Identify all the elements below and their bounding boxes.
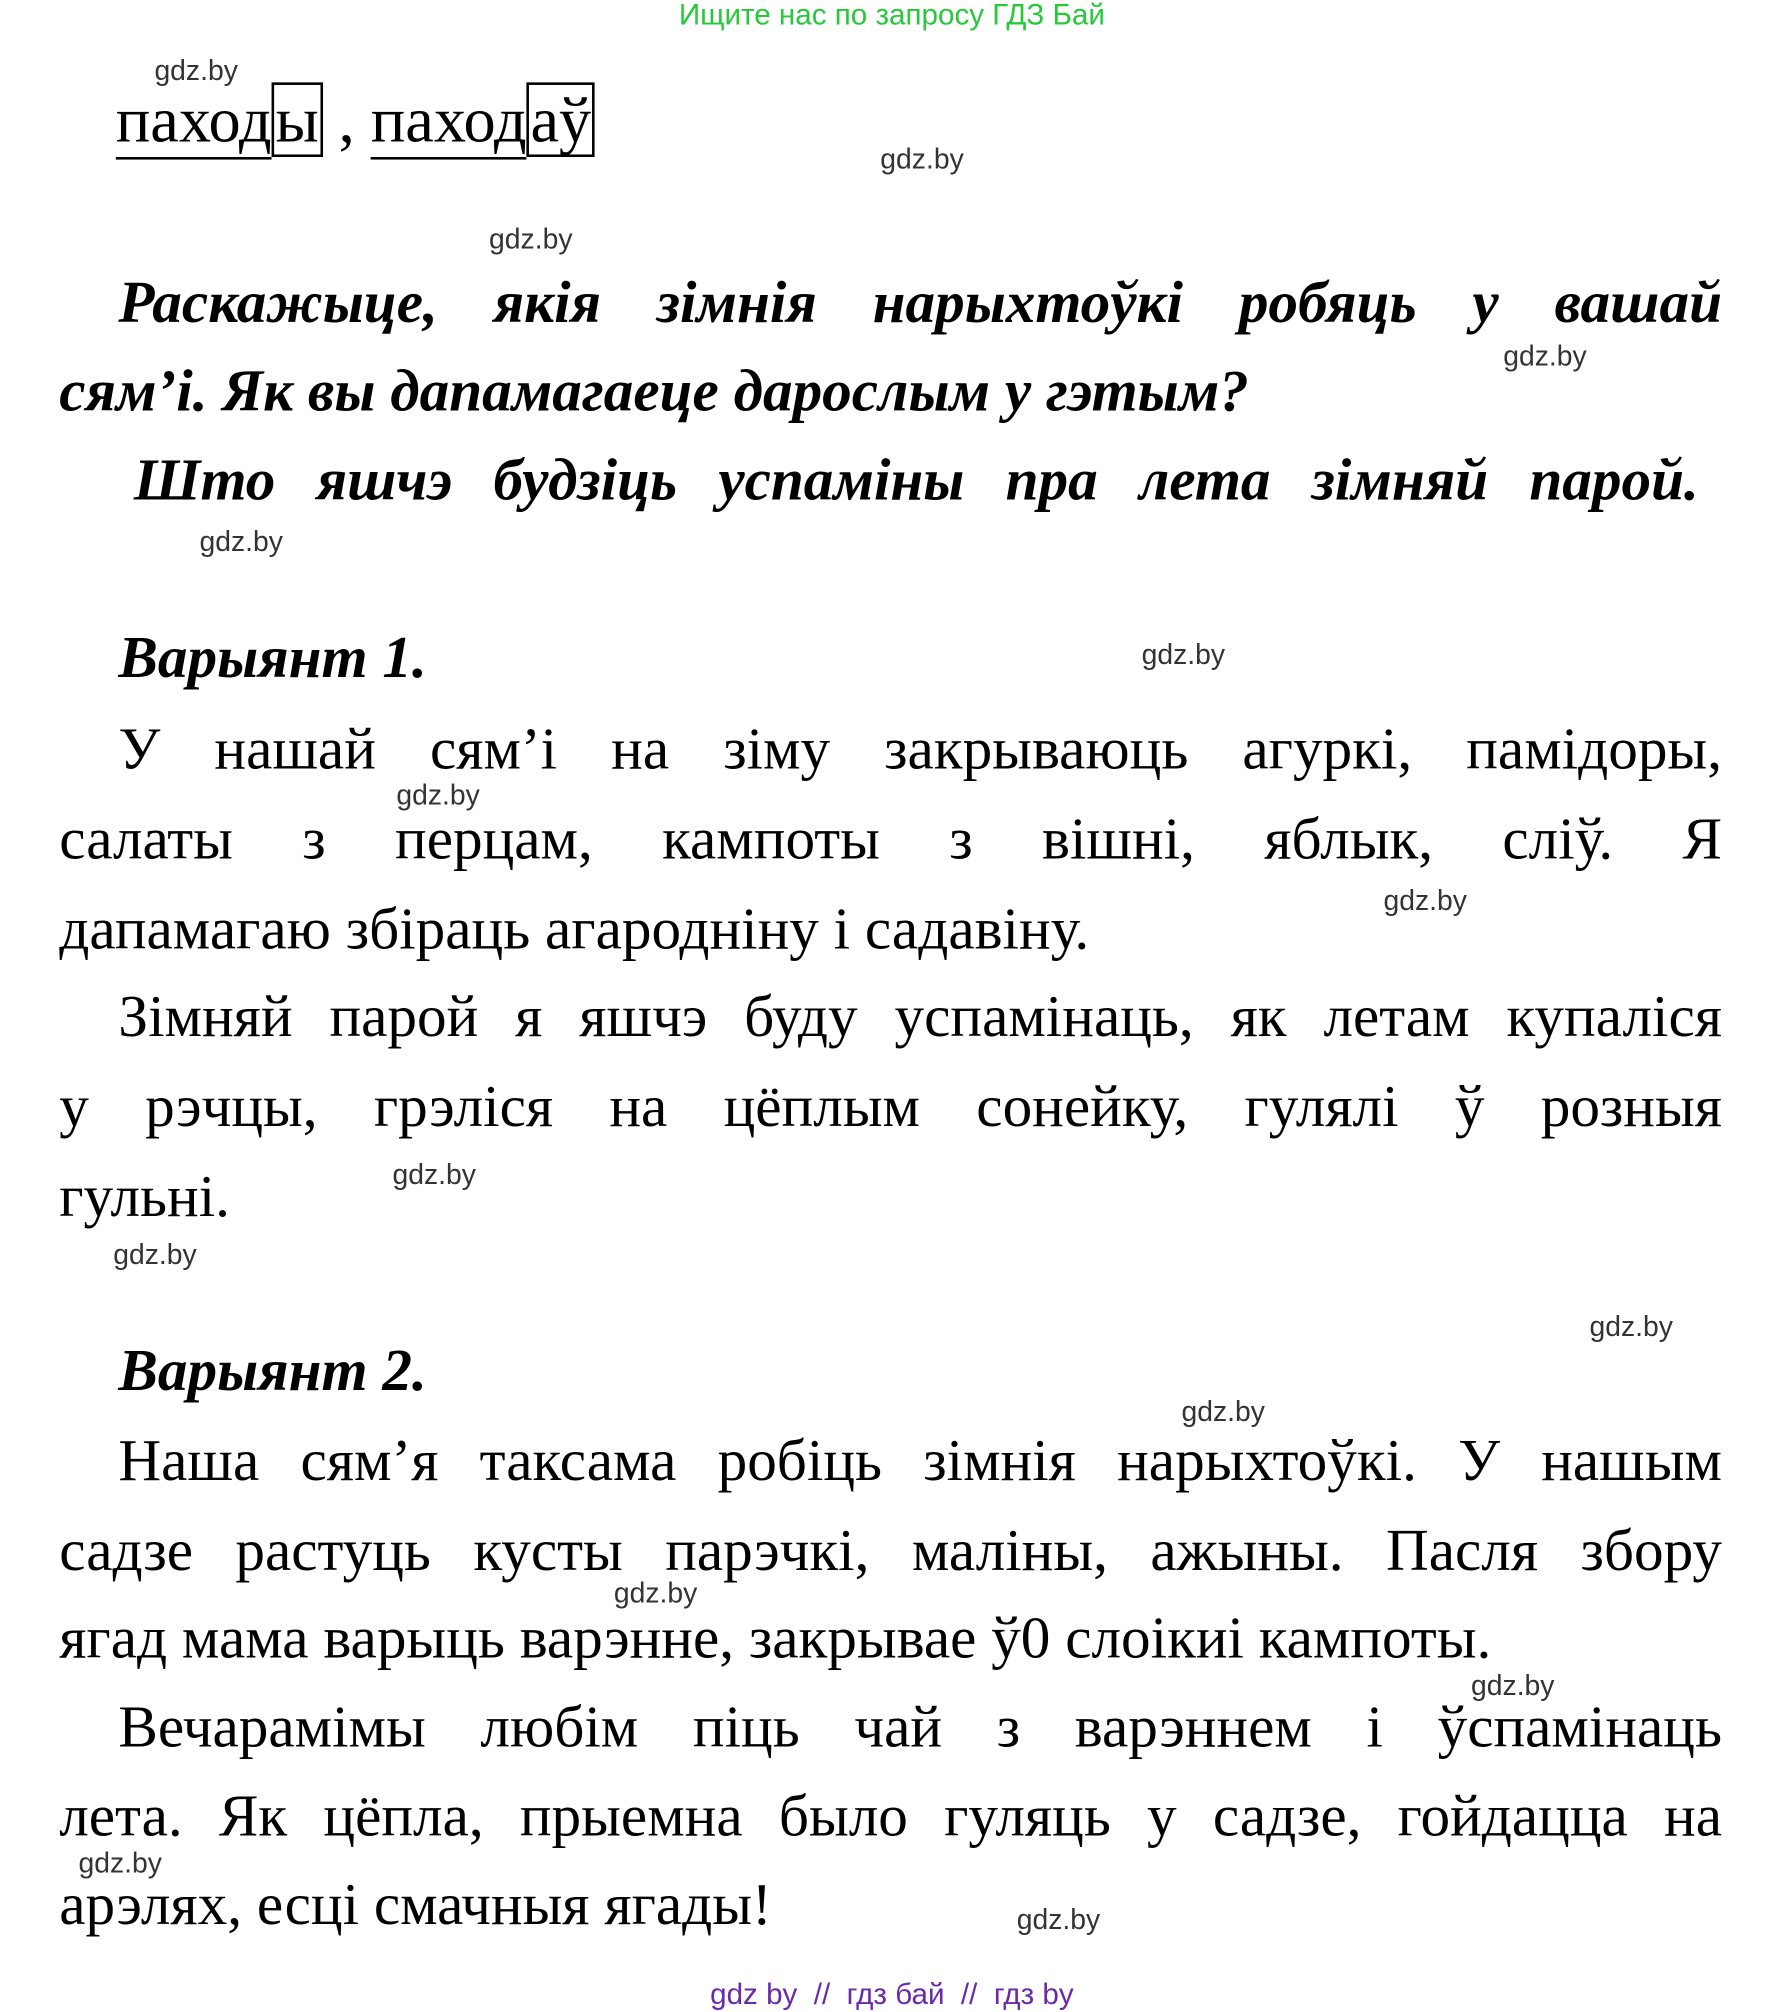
- watermark: gdz.by: [154, 54, 238, 87]
- watermark: gdz.by: [613, 1576, 698, 1609]
- watermark: gdz.by: [1471, 1669, 1555, 1702]
- footer-links: gdz by // гдз бай // гдз by: [710, 1976, 1074, 2011]
- question-line: Раскажыце, якія зімнія нарыхтоўкі робяць у вашай: [118, 268, 1723, 335]
- variant2-line: садзе растуць кусты парэчкі, маліны, ажыны. Пасля збору: [59, 1517, 1723, 1584]
- variant1-title: Варыянт 1.: [118, 624, 427, 690]
- watermark: gdz.by: [392, 1158, 476, 1191]
- question-line: Што яшчэ будзіць успаміны пра лета зімняй парой.: [133, 446, 1699, 513]
- watermark: gdz.by: [396, 778, 480, 811]
- watermark: gdz.by: [1589, 1310, 1673, 1343]
- question-line: сям’і. Як вы дапамагаеце дарослым у гэтым?: [59, 357, 1249, 424]
- watermark: gdz.by: [199, 525, 283, 558]
- variant2-title: Варыянт 2.: [118, 1337, 427, 1403]
- word1-stem: паход: [116, 82, 272, 159]
- variant1-line: Зімняй парой я яшчэ буду успамінаць, як летам купаліся: [118, 983, 1723, 1049]
- variant1-line: У нашай сям’і на зіму закрываюць агуркі, памідоры,: [118, 715, 1723, 782]
- watermark: gdz.by: [1503, 339, 1587, 372]
- search-hint-header: Ищите нас по запросу ГДЗ Бай: [678, 0, 1105, 31]
- watermark: gdz.by: [113, 1238, 197, 1271]
- variant1-line: салаты з перцам, кампоты з вішні, яблык, сліў. Я: [59, 805, 1723, 872]
- separator: ,: [322, 83, 371, 156]
- variant2-line: арэлях, есці смачныя ягады!: [59, 1871, 772, 1937]
- watermark: gdz.by: [1016, 1903, 1101, 1936]
- variant2-line: Вечарамімы любім піць чай з варэннем і ўспамінаць: [118, 1693, 1723, 1760]
- variant2-line: лета. Як цёпла, прыемна было гуляць у садзе, гойдацца на: [59, 1782, 1723, 1849]
- variant1-line: у рэчцы, грэліся на цёплым сонейку, гулялі ў розныя: [59, 1073, 1723, 1139]
- watermark: gdz.by: [1181, 1395, 1265, 1428]
- word1-ending: ы: [272, 82, 323, 157]
- variant2-line: ягад мама варыць варэнне, закрывае ў0 слоікиі кампоты.: [59, 1604, 1492, 1671]
- watermark: gdz.by: [489, 222, 573, 255]
- morpheme-analysis: [116, 82, 595, 159]
- variant2-line: Наша сям’я таксама робіць зімнія нарыхтоўкі. У нашым: [118, 1427, 1723, 1493]
- watermark: gdz.by: [78, 1846, 162, 1880]
- variant1-line: дапамагаю збіраць агародніну і садавіну.: [59, 895, 1090, 962]
- watermark: gdz.by: [1383, 884, 1467, 917]
- word2-stem: паход: [371, 82, 527, 159]
- word2-ending: аў: [527, 82, 595, 157]
- watermark: gdz.by: [880, 142, 964, 176]
- variant1-line: гульні.: [59, 1163, 230, 1230]
- watermark: gdz.by: [1141, 638, 1226, 671]
